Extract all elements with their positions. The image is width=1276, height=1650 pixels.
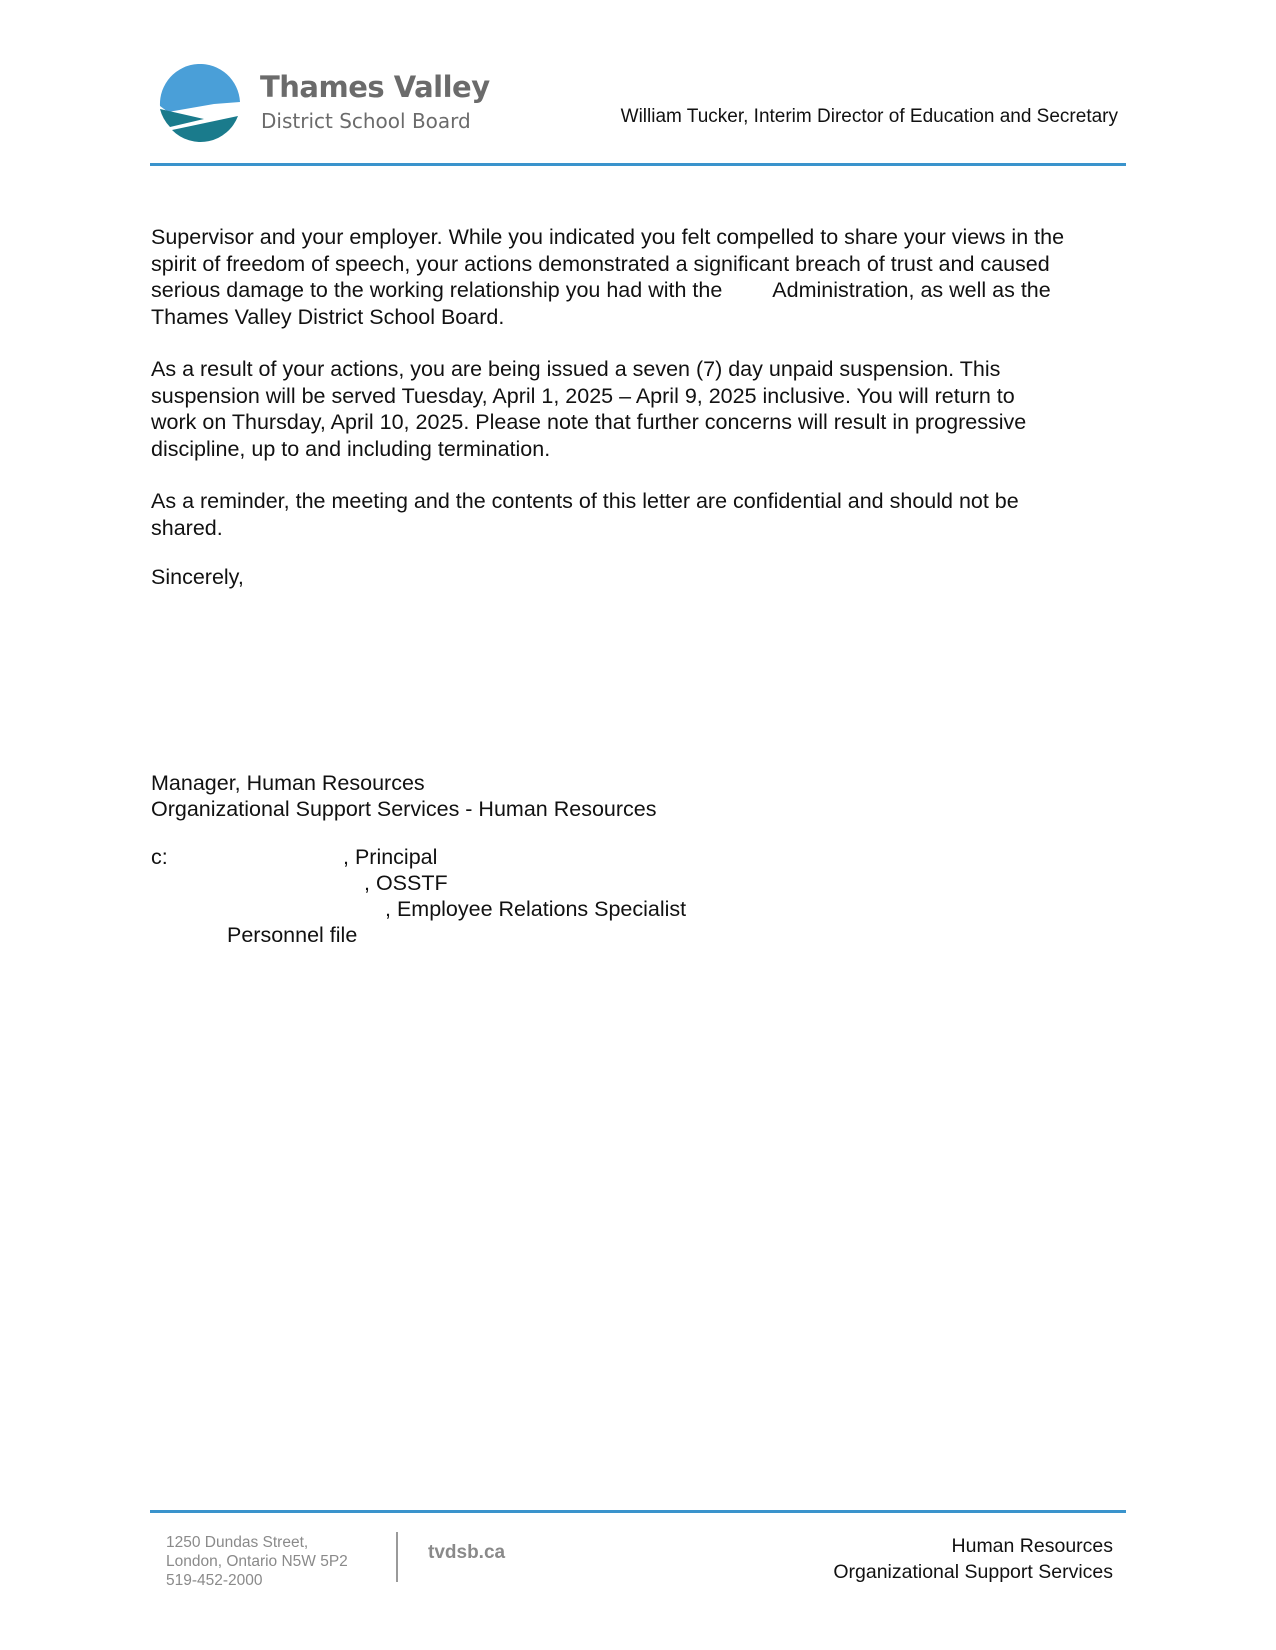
closing: Sincerely, xyxy=(151,565,244,589)
footer-address-line-1: 1250 Dundas Street, xyxy=(166,1534,309,1551)
paragraph-2-line-2: suspension will be served Tuesday, April 1, 2025 – April 9, 2025 inclusive. You will return to xyxy=(151,383,1015,408)
paragraph-1-line-3 xyxy=(151,277,1131,304)
paragraph-3-line-1: As a reminder, the meeting and the contents of this letter are confidential and should not be xyxy=(151,489,1019,513)
paragraph-1 xyxy=(151,224,1131,330)
footer-divider xyxy=(396,1532,398,1582)
footer-department-line-2: Organizational Support Services xyxy=(833,1561,1113,1583)
cc-entry-personnel-file: Personnel file xyxy=(227,923,358,947)
footer-department-line-1: Human Resources xyxy=(951,1535,1113,1557)
director-line: William Tucker, Interim Director of Education and Secretary xyxy=(620,106,1118,127)
tvdsb-logo-icon xyxy=(158,64,242,146)
paragraph-2-line-1: As a result of your actions, you are being issued a seven (7) day unpaid suspension. This xyxy=(151,357,1001,381)
cc-entry-osstf: , OSSTF xyxy=(364,871,448,895)
footer-rule xyxy=(150,1510,1126,1513)
cc-entry-principal: , Principal xyxy=(343,845,438,869)
paragraph-1-line-1: Supervisor and your employer. While you indicated you felt compelled to share your views in the xyxy=(151,225,1065,249)
cc-entry-employee-relations: , Employee Relations Specialist xyxy=(385,897,687,921)
org-subtitle: District School Board xyxy=(261,109,471,133)
footer-phone: 519-452-2000 xyxy=(166,1572,263,1589)
paragraph-1-line-3-start: serious damage to the working relationship you had with the xyxy=(151,278,723,302)
paragraph-1-line-2: spirit of freedom of speech, your actions demonstrated a significant breach of trust and caused xyxy=(151,251,1050,276)
paragraph-2-line-3: work on Thursday, April 10, 2025. Please note that further concerns will result in progressive xyxy=(151,410,1027,434)
paragraph-3 xyxy=(151,488,1131,541)
signature-title: Manager, Human Resources xyxy=(151,771,425,795)
paragraph-3-line-2: shared. xyxy=(151,515,223,540)
cc-label: c: xyxy=(151,845,168,869)
paragraph-1-line-3-end: Administration, as well as the xyxy=(772,278,1051,302)
paragraph-1-line-4: Thames Valley District School Board. xyxy=(151,304,505,329)
footer-address xyxy=(166,1533,348,1590)
paragraph-2 xyxy=(151,356,1131,462)
paragraph-2-line-4: discipline, up to and including termination. xyxy=(151,436,551,461)
org-name: Thames Valley xyxy=(260,70,490,104)
signature-department: Organizational Support Services - Human Resources xyxy=(151,797,657,821)
footer-department xyxy=(833,1533,1113,1585)
footer-address-line-2: London, Ontario N5W 5P2 xyxy=(166,1553,348,1570)
header-rule xyxy=(150,163,1126,166)
footer-website: tvdsb.ca xyxy=(428,1542,506,1563)
